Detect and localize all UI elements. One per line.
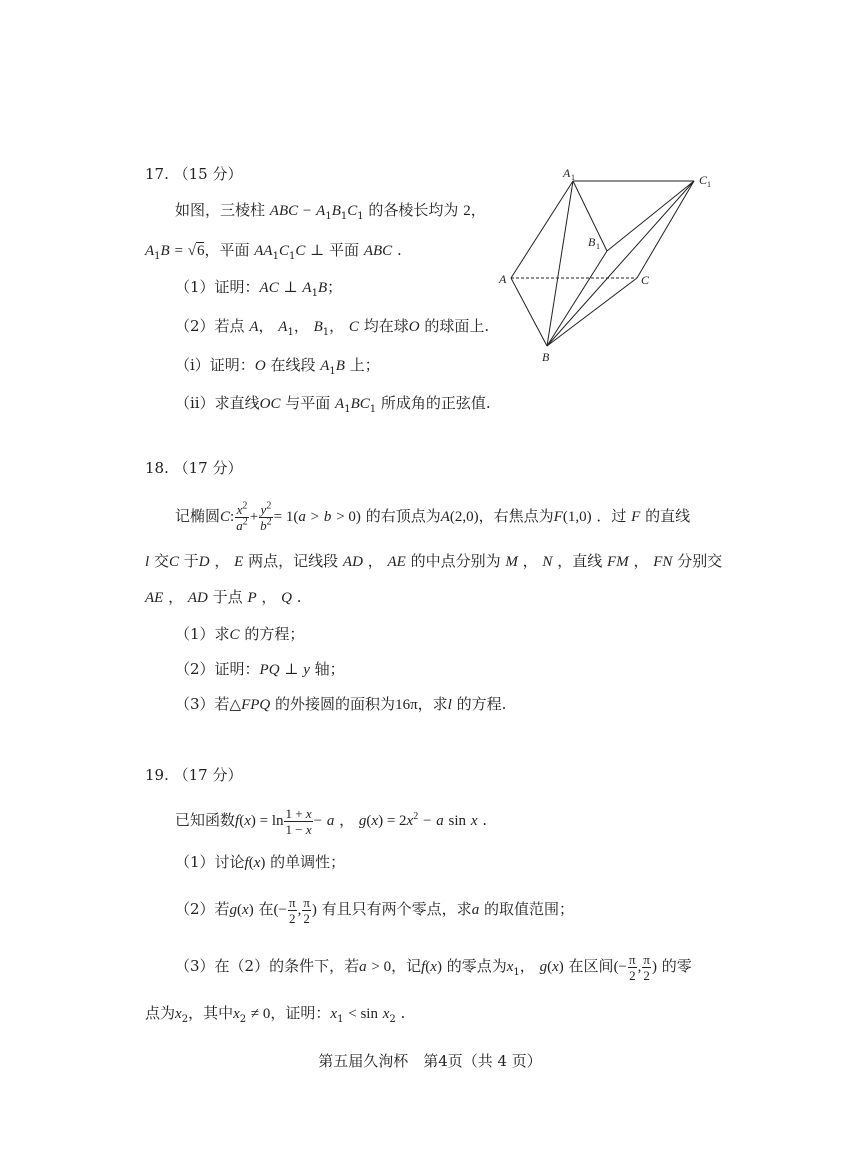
label-A1-sub: 1 [571, 173, 575, 182]
edge-b1b [547, 251, 607, 346]
q17-part2-ii: （ii）求直线OC 与平面 $A_1BC_1$ 所成角的正弦值. [175, 394, 491, 415]
label-B1: B [588, 235, 596, 249]
edge-a1a [511, 181, 573, 278]
q17-part2-i: （i）证明：O 在线段 $A_1B$ 上； [175, 356, 380, 377]
q19-part3-cont: 点为$x_2$，其中$x_2 \ne 0$，证明：$x_1 < \sin x_2$ . [145, 1004, 406, 1025]
q18-part3: （3）若△FPQ 的外接圆的面积为16π，求l 的方程. [175, 695, 507, 713]
label-C1-sub: 1 [707, 180, 711, 189]
q18-part1: （1）求C 的方程； [175, 625, 305, 643]
label-A: A [499, 272, 507, 286]
page-footer: 第五届久洵杯 第4页（共 4 页） [318, 1052, 542, 1070]
q18-line2: l 交C 于D ， E 两点，记线段 AD ， AE 的中点分别为 M ， N ，直线 FM ， FN 分别交 [145, 552, 723, 570]
q18-header: 18. （17 分） [145, 459, 243, 477]
edge-cb [547, 278, 637, 346]
q19-header: 19. （17 分） [145, 766, 243, 784]
edge-ab [511, 278, 547, 346]
q19-part3: （3）在（2）的条件下，若a > 0，记f(x) 的零点为$x_1$， g(x) 在区间(− $\frac{\pi}{2}$ , $\frac{\pi}{2}$ ) 的零 [175, 951, 692, 983]
label-C1: C [699, 173, 708, 187]
q18-part2: （2）证明：PQ ⊥ y 轴； [175, 660, 345, 678]
q19-part1: （1）讨论f(x) 的单调性； [175, 853, 346, 871]
q17-intro-line2: $A_1B = √6$，平面 $AA_1C_1C$ ⊥ 平面 ABC . [145, 241, 402, 262]
label-B: B [542, 350, 550, 364]
q17-intro-line1: 如图，三棱柱 ABC − $A_1B_1C_1$ 的各棱长均为 2， [175, 201, 486, 222]
q17-part1: （1）证明：AC ⊥ $A_1B$； [175, 278, 343, 299]
q17-part2: （2）若点 A， $A_1$， $B_1$， C 均在球O 的球面上. [175, 317, 490, 338]
label-A1: A [563, 166, 571, 180]
q18-line1: 记椭圆C: $\frac{x^2}{a^2}$ + $\frac{y^2}{b^2}$ = 1(a > b > 0) 的右顶点为A(2,0)，右焦点为F(1,0) ．过 F 的直线 [175, 500, 691, 533]
q19-part2: （2）若g(x) 在(− $\frac{\pi}{2}$ , $\frac{\pi}{2}$ ) 有且只有两个零点，求a 的取值范围； [175, 894, 574, 926]
q19-line1: 已知函数f(x) = ln $\frac{1 + x}{1 - x}$ − a ， $g(x) = 2x^2 - a$ sin x . [175, 805, 488, 837]
edge-b1c1 [607, 181, 694, 251]
label-B1-sub: 1 [596, 242, 600, 251]
label-C: C [641, 273, 650, 287]
edge-c1c [637, 181, 694, 278]
q18-line3: AE ， AD 于点 P ， Q . [145, 588, 302, 606]
q17-header: 17. （15 分） [145, 165, 243, 183]
prism-figure [490, 160, 730, 370]
